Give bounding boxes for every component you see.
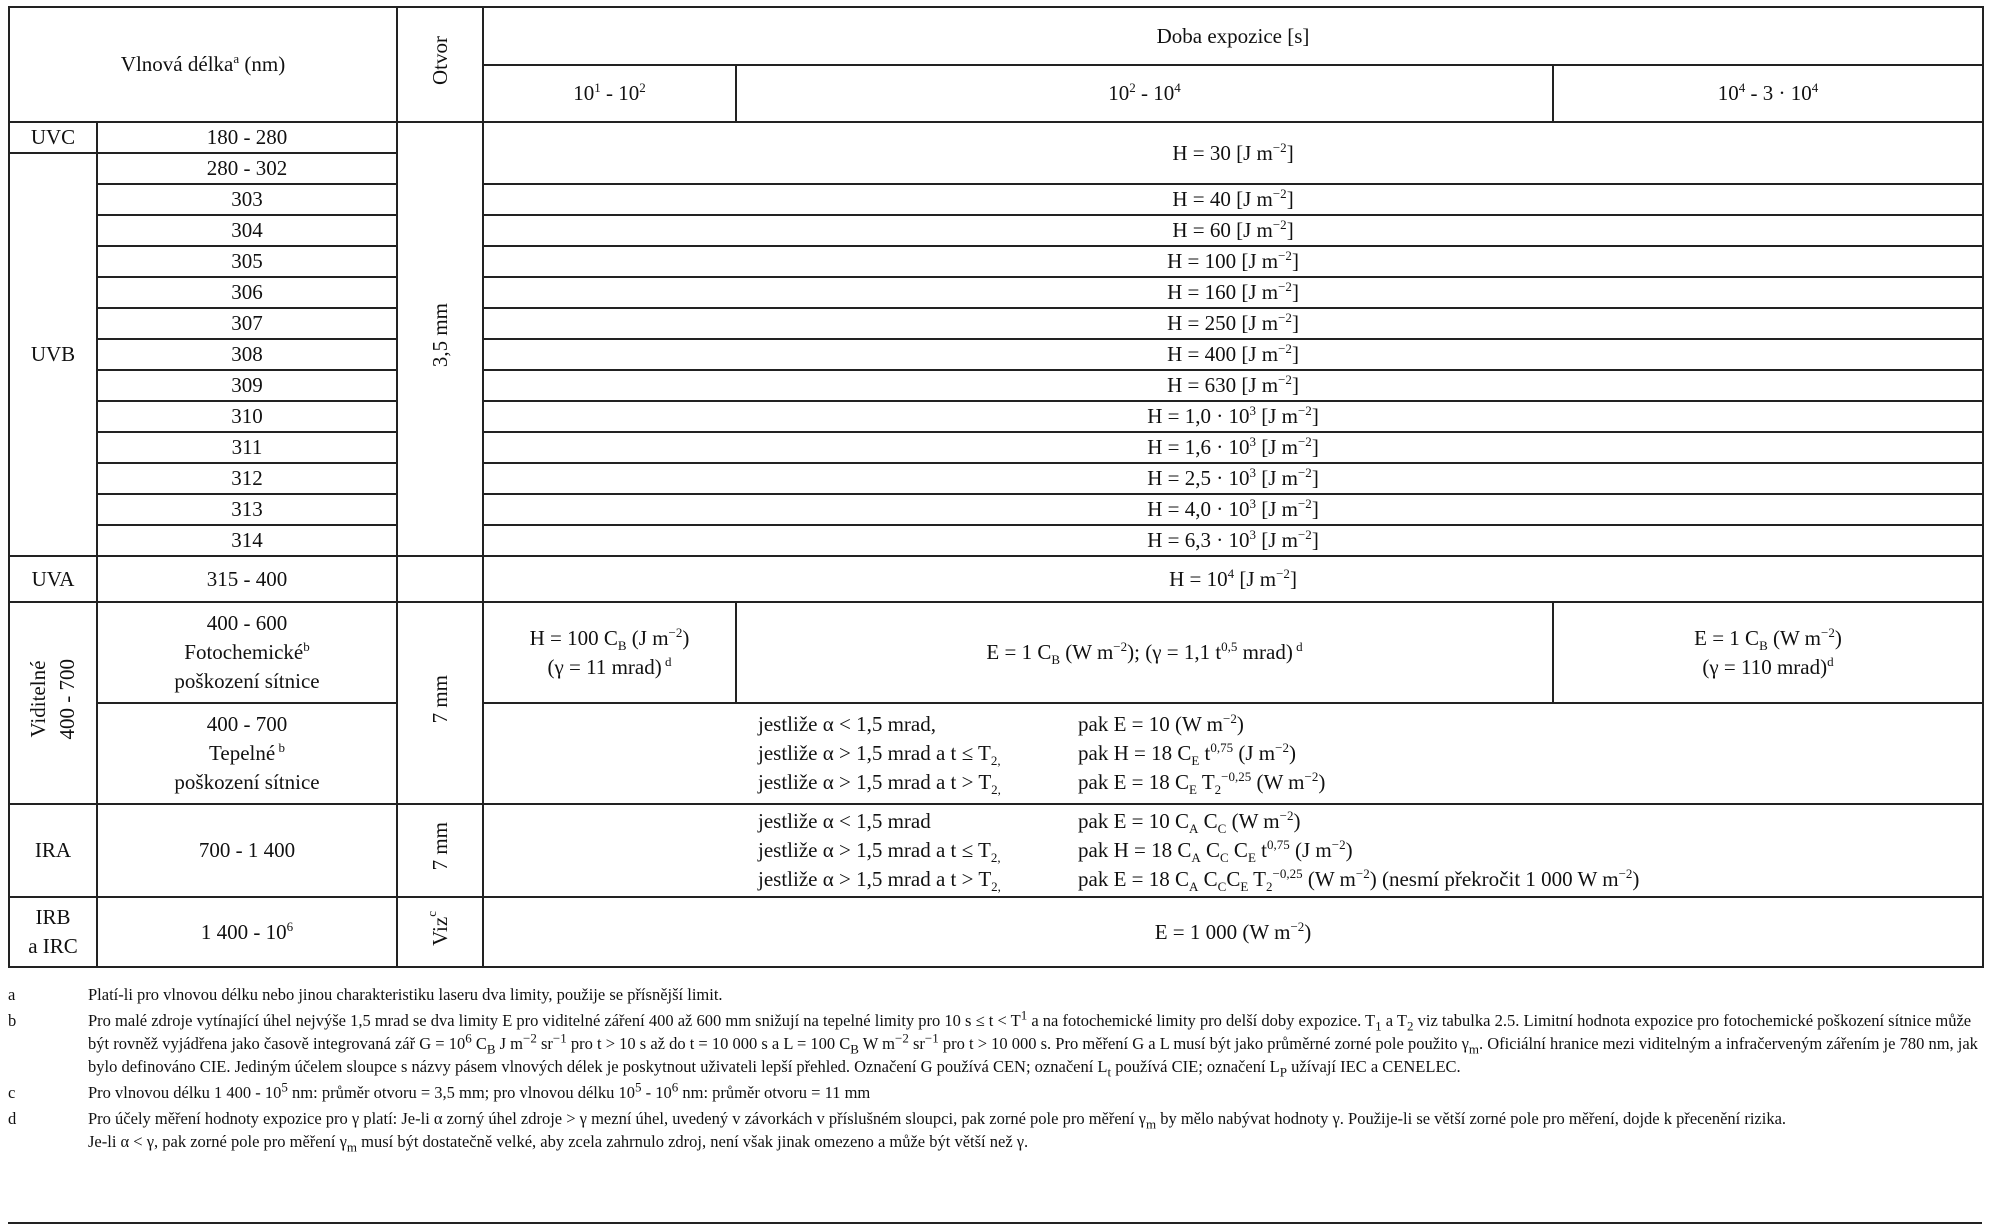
wavelength-cell: 180 - 280 <box>97 122 397 153</box>
wavelength-cell: 400 - 600 Fotochemické$^b$ poškození sítnice <box>97 602 397 703</box>
table-row <box>9 897 1983 967</box>
wavelength-cell: 314 <box>97 525 397 556</box>
wavelength-cell: 307 <box>97 308 397 339</box>
limit-cell: $H = 10^4$ [J $m^{-2}$] <box>483 556 1983 602</box>
exposure-header: Doba expozice [s] <box>483 7 1983 65</box>
band-uvb: UVB <box>9 153 97 556</box>
limit-cell: H = 630 [J $m^{-2}$] <box>483 370 1983 401</box>
wavelength-cell: 312 <box>97 463 397 494</box>
limit-cell: $H = 4,0 \cdot 10^3$ [J $m^{-2}$] <box>483 494 1983 525</box>
table-row <box>9 703 1983 804</box>
limit-cell: E = 1 000 (W $m^{-2}$) <box>483 897 1983 967</box>
wavelength-cell: 304 <box>97 215 397 246</box>
aperture-uv: 3,5 mm <box>397 122 483 556</box>
time-col-3: $10^4 - 3 \cdot 10^4$ <box>1553 65 1983 122</box>
limit-cell: $H = 1,0 \cdot 10^3$ [J $m^{-2}$] <box>483 401 1983 432</box>
aperture-visible: 7 mm <box>397 602 483 804</box>
table-row <box>9 277 1983 308</box>
limit-cell: H = 400 [J $m^{-2}$] <box>483 339 1983 370</box>
limit-cell: H = 160 [J $m^{-2}$] <box>483 277 1983 308</box>
wavelength-cell: 400 - 700 Tepelné $^b$ poškození sítnice <box>97 703 397 804</box>
wavelength-cell: 280 - 302 <box>97 153 397 184</box>
table-row <box>9 184 1983 215</box>
aperture-uva <box>397 556 483 602</box>
table-row <box>9 463 1983 494</box>
condition-cell: jestliže α < 1,5 mrad, pak E = 10 (W $m^{-2}$) jestliže α > 1,5 mrad a $t \le T_{2,}$ pak H = 18 $C_E$ $t^{0,75}$ (J $m^{-2}$) jestliže α > 1,5 mrad a $t > T_{2,}$ pak E = 18 $C_E$ $T_2^{-0,25}$ (W $m^{-2}$) <box>483 703 1983 804</box>
wavelength-cell: 303 <box>97 184 397 215</box>
band-uva: UVA <box>9 556 97 602</box>
wavelength-cell: 700 - 1 400 <box>97 804 397 897</box>
footnotes <box>8 983 1982 1156</box>
wavelength-cell: 315 - 400 <box>97 556 397 602</box>
table-row <box>9 370 1983 401</box>
wavelength-cell: 1 $400 - 10^6$ <box>97 897 397 967</box>
table-row <box>9 401 1983 432</box>
time-col-1: $10^1 - 10^2$ <box>483 65 736 122</box>
footnote-c: c Pro vlnovou délku 1 $400 - 10^5$ nm: průměr otvoru = 3,5 mm; pro vlnovou délku $10^5 - 10^6$ nm: průměr otvoru = 11 mm <box>8 1079 871 1102</box>
table-row <box>9 525 1983 556</box>
footnote-b: b Pro malé zdroje vytínající úhel nejvýše 1,5 mrad se dva limity E pro viditelné záření 400 až 600 mm snižují na tepelné limity pro 10 $s \le t < T^1$ a na fotochemické limity pro delší doby expozice. $T_1$ a $T_2$ viz tabulka 2.5. Limitní hodnota expozice pro fotochemické poškození sítnice může být rovněž vyjádřena jako časově integrovaná zář $G = 10^6$ $C_B$ J $m^{-2}$ $sr^{-1}$ pro t > 10 s až do t = 10 000 s a L = 100 $C_B$ W $m^{-2}$ $sr^{-1}$ pro t > 10 000 s. Pro měření G a L musí být jako průměrné zorné pole použito $\gamma_m$. Oficiální hranice mezi viditelným a infračerveným zářením je 780 nm, jak bylo definováno CIE. Jediným účelem sloupce s názvy pásem vlnových délek je poskytnout uživateli lepší přehled. Označení G používá CEN; označení $L_t$ používá CIE; označení $L_P$ užívají IEC a CENELEC. <box>8 1007 1978 1080</box>
time-col-2: $10^2 - 10^4$ <box>736 65 1553 122</box>
condition-cell: jestliže α < 1,5 mrad pak E = 10 $C_A$ $C_C$ (W $m^{-2}$) jestliže α > 1,5 mrad a $t \le T_{2,}$ pak H = 18 $C_A$ $C_C$ $C_E$ $t^{0,75}$ (J $m^{-2}$) jestliže α > 1,5 mrad a $t > T_{2,}$ pak E = 18 $C_A$ $C_CC_E$ $T_2^{-0,25}$ (W $m^{-2}$) (nesmí překročit 1 000 W $m^{-2}$) <box>483 804 1983 897</box>
limit-cell: H = 60 [J $m^{-2}$] <box>483 215 1983 246</box>
footnote-a: a Platí-li pro vlnovou délku nebo jinou charakteristiku laseru dva limity, použije se přísnější limit. <box>8 985 723 1004</box>
table-row <box>9 804 1983 897</box>
table-row <box>9 556 1983 602</box>
band-uvc: UVC <box>9 122 97 153</box>
header-row <box>9 7 1983 65</box>
limit-cell: $H = 1,6 \cdot 10^3$ [J $m^{-2}$] <box>483 432 1983 463</box>
footnote-d: d Pro účely měření hodnoty expozice pro γ platí: Je-li α zorný úhel zdroje > γ mezní úhel, uvedený v závorkách v příslušném sloupci, pak zorné pole pro měření $\gamma_m$ by mělo nabývat hodnoty γ. Použije-li se větší zorné pole pro měření, dojde k přecenění rizika. Je-li α < γ, pak zorné pole pro měření $\gamma_m$ musí být dostatečně velké, aby zcela zahrnulo zdroj, není však jinak omezeno a může být větší než γ. <box>8 1109 1787 1155</box>
band-irb: IRB a IRC <box>9 897 97 967</box>
table-row <box>9 339 1983 370</box>
exposure-limits-table <box>8 6 1984 968</box>
wavelength-cell: 308 <box>97 339 397 370</box>
limit-cell: $H = 6,3 \cdot 10^3$ [J $m^{-2}$] <box>483 525 1983 556</box>
wavelength-header: Vlnová délka$^a$ (nm) <box>9 7 397 122</box>
table-row <box>9 122 1983 153</box>
band-visible: Viditelné 400 - 700 <box>9 602 97 804</box>
table-row <box>9 432 1983 463</box>
table-row <box>9 602 1983 703</box>
wavelength-cell: 313 <box>97 494 397 525</box>
limit-cell: E = 1 $C_B$ (W $m^{-2}$); (γ = 1,1 $t^{0,5}$ mrad) $^d$ <box>736 602 1553 703</box>
bottom-rule <box>8 1222 1982 1224</box>
table-row <box>9 246 1983 277</box>
wavelength-cell: 306 <box>97 277 397 308</box>
limit-cell: E = 1 $C_B$ (W $m^{-2}$) (γ = 110 mrad)$^d$ <box>1553 602 1983 703</box>
wavelength-cell: 305 <box>97 246 397 277</box>
table-row <box>9 308 1983 339</box>
aperture-header: Otvor <box>397 7 483 122</box>
table-row <box>9 494 1983 525</box>
limit-cell: $H = 2,5 \cdot 10^3$ [J $m^{-2}$] <box>483 463 1983 494</box>
band-ira: IRA <box>9 804 97 897</box>
limit-cell: H = 100 $C_B$ (J $m^{-2}$) (γ = 11 mrad) $^d$ <box>483 602 736 703</box>
limit-cell: H = 100 [J $m^{-2}$] <box>483 246 1983 277</box>
table-row <box>9 215 1983 246</box>
wavelength-cell: 311 <box>97 432 397 463</box>
aperture-irb: Viz$^c$ <box>397 897 483 967</box>
wavelength-cell: 309 <box>97 370 397 401</box>
limit-cell: H = 250 [J $m^{-2}$] <box>483 308 1983 339</box>
aperture-ira: 7 mm <box>397 804 483 897</box>
limit-cell: H = 40 [J $m^{-2}$] <box>483 184 1983 215</box>
wavelength-cell: 310 <box>97 401 397 432</box>
limit-cell: H = 30 [J $m^{-2}$] <box>483 122 1983 184</box>
